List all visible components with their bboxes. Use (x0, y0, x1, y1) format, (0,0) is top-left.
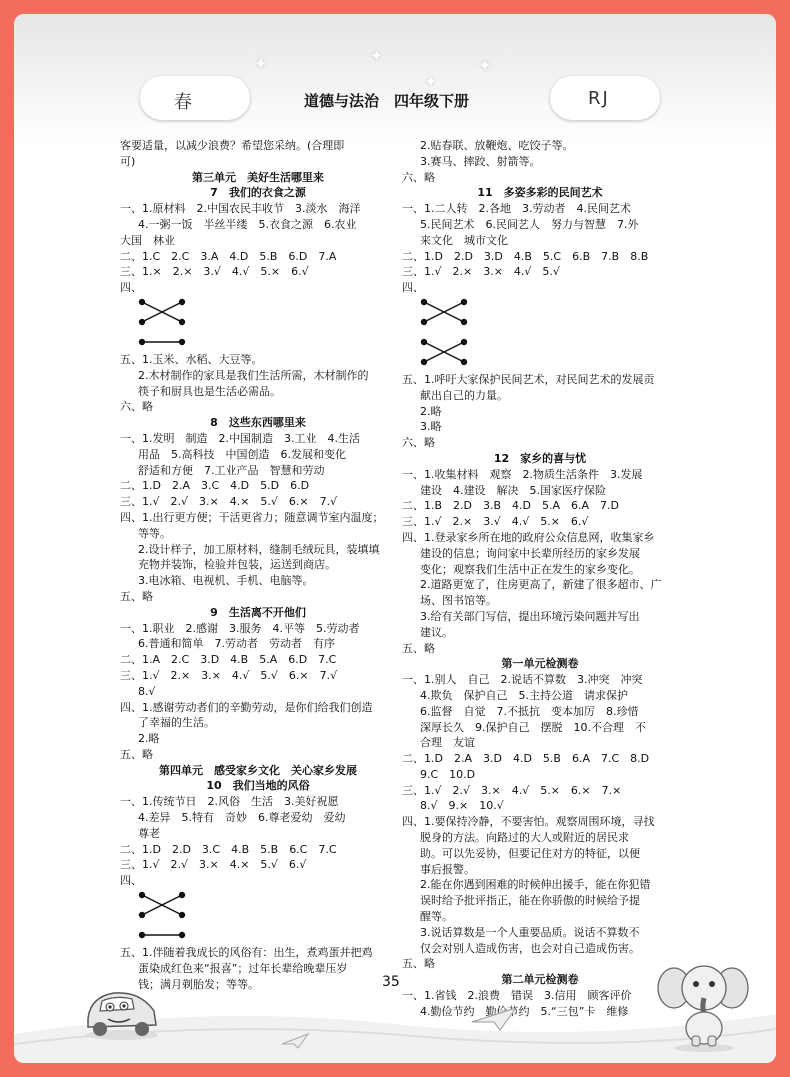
matching-lines-diagram (412, 296, 492, 372)
text-line: 五、略 (402, 641, 435, 655)
sparkle-icon: ✦ (254, 54, 268, 73)
text-line: 3.给有关部门写信，提出环境污染问题并写出 (420, 609, 640, 623)
text-line: 9.C 10.D (420, 767, 476, 781)
lesson-title: 11 多姿多彩的民间艺术 (477, 186, 603, 200)
text-line: 二、1.D 2.A 3.D 4.D 5.B 6.A 7.C 8.D (402, 752, 650, 766)
text-line: 三、1.√ 2.√ 3.× 4.× 5.√ 6.√ (120, 858, 307, 872)
text-line: 4.一粥一饭 半丝半缕 5.衣食之源 6.农业 (138, 217, 357, 231)
sparkle-icon: ✦ (478, 56, 492, 75)
text-line: 三、1.√ 2.× 3.× 4.√ 5.√ 6.× 7.√ (120, 668, 338, 682)
text-line: 二、1.D 2.A 3.C 4.D 5.D 6.D (120, 479, 310, 493)
right-column (402, 138, 678, 1020)
text-line: 3.说话算数是一个人重要品质。说话不算数不 (420, 925, 640, 939)
text-line: 五、略 (402, 957, 435, 971)
text-line: 2.略 (138, 732, 160, 746)
text-line: 2.道路更宽了，住房更高了，新建了很多超市、广 (420, 578, 662, 592)
text-line: 可) (120, 154, 136, 168)
text-line: 二、1.A 2.C 3.D 4.B 5.A 6.D 7.C (120, 653, 337, 667)
text-line: 一、1.收集材料 观察 2.物质生活条件 3.发展 (402, 467, 643, 481)
text-line: 变化；观察我们生活中正在发生的家乡变化。 (420, 562, 640, 576)
text-line: 2.贴春联、放鞭炮、吃饺子等。 (420, 139, 574, 152)
text-line: 场、图书馆等。 (420, 594, 497, 608)
text-line: 五、1.伴随着我成长的风俗有：出生，煮鸡蛋并把鸡 (120, 946, 373, 960)
text-line: 蛋染成红色来“报喜”；过年长辈给晚辈压岁 (138, 961, 348, 975)
text-line: 脱身的方法。向路过的大人或附近的居民求 (420, 831, 629, 845)
edition-label: RJ (588, 88, 610, 109)
text-line: 仅会对别人造成伤害，也会对自己造成伤害。 (420, 941, 640, 955)
text-line: 事后报警。 (420, 862, 475, 876)
matching-lines-diagram (130, 889, 210, 945)
text-line: 深厚长久 9.保护自己 摆脱 10.不合理 不 (420, 720, 646, 734)
text-line: 三、1.√ 2.√ 3.× 4.√ 5.× 6.× 7.× (402, 783, 622, 797)
text-line: 三、1.√ 2.√ 3.× 4.× 5.√ 6.× 7.√ (120, 495, 338, 509)
section-title: 第四单元 感受家乡文化 关心家乡发展 (159, 763, 357, 777)
page-title: 道德与法治 四年级下册 (304, 92, 470, 110)
text-line: 4.差异 5.特有 奇妙 6.尊老爱幼 爱幼 (138, 811, 346, 825)
section-title: 第一单元检测卷 (501, 657, 579, 671)
text-line: 6.普通和简单 7.劳动者 劳动者 有序 (138, 637, 335, 651)
text-line: 四、 (120, 874, 142, 888)
text-line: 五、略 (120, 589, 153, 603)
text-line: 一、1.别人 自己 2.说话不算数 3.冲突 冲突 (402, 673, 643, 687)
text-line: 误时给予批评指正，能在你骄傲的时候给予提 (420, 894, 640, 908)
text-line: 4.勤俭节约 勤俭节约 5.“三包”卡 维修 (420, 1004, 629, 1018)
text-line: 建设的信息；询问家中长辈所经历的家乡发展 (420, 546, 640, 560)
text-line: 一、1.省钱 2.浪费 错误 3.信用 顾客评价 (402, 989, 632, 1003)
text-line: 3.赛马、摔跤、射箭等。 (420, 154, 541, 168)
header-band (14, 14, 776, 144)
text-line: 2.设计样子，加工原材料，缝制毛绒玩具，装填填 (138, 542, 380, 556)
text-line: 筷子和厨具也是生活必需品。 (138, 384, 281, 398)
text-line: 用品 5.高科技 中国创造 6.发展和变化 (138, 447, 346, 461)
text-line: 2.木材制作的家具是我们生活所需，木材制作的 (138, 368, 369, 382)
lesson-title: 7 我们的衣食之源 (210, 186, 306, 200)
paper-plane-icon (280, 1032, 310, 1050)
text-line: 一、1.原材料 2.中国农民丰收节 3.淡水 海洋 (120, 202, 361, 216)
page-number: 35 (382, 974, 400, 990)
section-title: 第二单元检测卷 (501, 973, 579, 987)
text-line: 3.略 (420, 420, 442, 434)
lesson-title: 12 家乡的喜与忧 (493, 451, 587, 465)
text-line: 献出自己的力量。 (420, 388, 508, 402)
text-line: 了幸福的生活。 (138, 716, 215, 730)
text-line: 等等。 (138, 526, 171, 540)
text-line: 四、1.出行更方便；干活更省力；随意调节室内温度； (120, 510, 384, 524)
text-line: 五、略 (120, 747, 153, 761)
text-line: 客要适量，以减少浪费？希望您采纳。(合理即 (120, 139, 345, 152)
text-line: 六、略 (402, 436, 435, 450)
lesson-title: 9 生活离不开他们 (210, 605, 306, 619)
text-line: 二、1.D 2.D 3.C 4.B 5.B 6.C 7.C (120, 842, 337, 856)
text-line: 五、1.呼吁大家保护民间艺术，对民间艺术的发展贡 (402, 372, 655, 386)
matching-lines-diagram (130, 296, 210, 352)
text-line: 六、略 (402, 170, 435, 184)
answer-page (14, 14, 776, 1063)
text-line: 5.民间艺术 6.民间艺人 努力与智慧 7.外 (420, 217, 639, 231)
text-line: 四、1.要保持冷静，不要害怕。观察周围环境，寻找 (402, 815, 655, 829)
text-line: 四、 (120, 281, 142, 295)
text-line: 钱；满月剃胎发；等等。 (138, 977, 259, 991)
text-line: 五、1.玉米、水稻、大豆等。 (120, 352, 263, 366)
text-line: 四、 (402, 281, 424, 295)
text-line: 大国 林业 (120, 233, 175, 247)
text-line: 一、1.职业 2.感谢 3.服务 4.平等 5.劳动者 (120, 621, 360, 635)
text-line: 3.电冰箱、电视机、手机、电脑等。 (138, 574, 314, 588)
cartoon-car-icon (80, 979, 164, 1043)
text-line: 来文化 城市文化 (420, 233, 508, 247)
text-line: 6.监督 自觉 7.不抵抗 变本加厉 8.珍惜 (420, 704, 639, 718)
text-line: 充物并装饰，检验并包装，运送到商店。 (138, 558, 336, 572)
text-line: 一、1.二人转 2.各地 3.劳动者 4.民间艺术 (402, 202, 631, 216)
paper-plane-icon (470, 1004, 520, 1032)
text-line: 一、1.传统节日 2.风俗 生活 3.美好祝愿 (120, 795, 339, 809)
text-line: 尊老 (138, 826, 160, 840)
text-line: 二、1.B 2.D 3.B 4.D 5.A 6.A 7.D (402, 499, 620, 513)
text-line: 建议。 (420, 625, 453, 639)
text-line: 二、1.D 2.D 3.D 4.B 5.C 6.B 7.B 8.B (402, 249, 649, 263)
text-line: 三、1.√ 2.× 3.× 4.√ 5.√ (402, 265, 560, 279)
text-line: 醒等。 (420, 910, 453, 924)
season-label: 春 (174, 92, 192, 113)
text-line: 四、1.登录家乡所在地的政府公众信息网，收集家乡 (402, 530, 655, 544)
left-column (120, 138, 396, 992)
text-line: 六、略 (120, 400, 153, 414)
sparkle-icon: ✦ (370, 46, 384, 65)
text-line: 8.√ (138, 684, 156, 698)
text-line: 建设 4.建设 解决 5.国家医疗保险 (420, 483, 606, 497)
season-pill (140, 76, 250, 120)
text-line: 舒适和方便 7.工业产品 智慧和劳动 (138, 463, 325, 477)
text-line: 4.欺负 保护自己 5.主持公道 请求保护 (420, 688, 628, 702)
text-line: 2.能在你遇到困难的时候伸出援手，能在你犯错 (420, 878, 651, 892)
text-line: 助。可以先妥协，但要记住对方的特征，以便 (420, 846, 640, 860)
cartoon-elephant-icon (654, 954, 754, 1054)
text-line: 合理 友谊 (420, 736, 475, 750)
lesson-title: 8 这些东西哪里来 (210, 416, 306, 430)
lesson-title: 10 我们当地的风俗 (206, 779, 310, 793)
text-line: 2.略 (420, 404, 442, 418)
text-line: 三、1.√ 2.× 3.√ 4.√ 5.× 6.√ (402, 515, 589, 529)
sparkle-icon: ✦ (424, 72, 438, 91)
text-line: 二、1.C 2.C 3.A 4.D 5.B 6.D 7.A (120, 249, 337, 263)
text-line: 一、1.发明 制造 2.中国制造 3.工业 4.生活 (120, 431, 360, 445)
section-title: 第三单元 美好生活哪里来 (192, 170, 324, 184)
text-line: 8.√ 9.× 10.√ (420, 799, 504, 813)
text-line: 四、1.感谢劳动者们的辛勤劳动，是你们给我们创造 (120, 700, 373, 714)
text-line: 三、1.× 2.× 3.√ 4.√ 5.× 6.√ (120, 265, 309, 279)
